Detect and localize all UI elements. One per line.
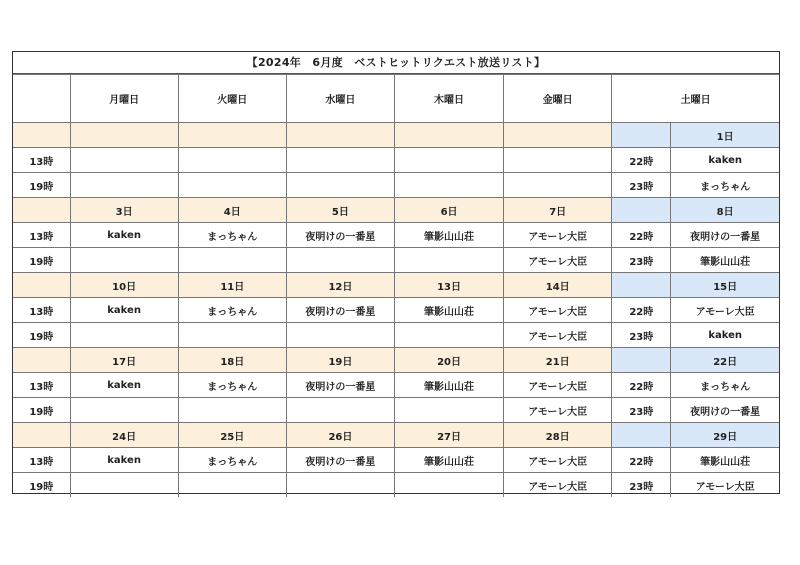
program-cell <box>394 323 503 348</box>
program-cell: アモーレ大臣 <box>504 373 612 398</box>
program-cell <box>394 473 503 498</box>
date-cell: 21日 <box>504 348 612 373</box>
time-label: 13時 <box>13 298 70 323</box>
saturday-time-label: 22時 <box>612 148 671 173</box>
date-cell <box>178 123 286 148</box>
slot-row-13 <box>13 448 779 473</box>
program-cell <box>178 473 286 498</box>
program-cell <box>70 473 178 498</box>
program-cell: まっちゃん <box>178 373 286 398</box>
program-cell <box>394 173 503 198</box>
date-row-label <box>13 273 70 298</box>
weekday-header-row <box>13 75 779 123</box>
date-cell: 10日 <box>70 273 178 298</box>
date-row <box>13 198 779 223</box>
schedule-sheet <box>12 51 780 494</box>
program-cell <box>286 248 394 273</box>
program-cell <box>178 323 286 348</box>
program-cell: kaken <box>70 298 178 323</box>
program-cell <box>178 148 286 173</box>
saturday-date-cell: 15日 <box>671 273 779 298</box>
program-cell: 夜明けの一番星 <box>671 223 779 248</box>
date-row-label <box>13 348 70 373</box>
program-cell: アモーレ大臣 <box>504 298 612 323</box>
slot-row-19 <box>13 398 779 423</box>
program-cell <box>286 323 394 348</box>
slot-row-13 <box>13 373 779 398</box>
date-row-label <box>13 423 70 448</box>
date-row <box>13 423 779 448</box>
header-monday: 月曜日 <box>70 75 178 123</box>
saturday-date-cell: 8日 <box>671 198 779 223</box>
date-cell: 28日 <box>504 423 612 448</box>
program-cell <box>70 173 178 198</box>
date-cell: 18日 <box>178 348 286 373</box>
program-cell: 筆影山山荘 <box>394 298 503 323</box>
time-label: 13時 <box>13 448 70 473</box>
time-label: 19時 <box>13 398 70 423</box>
saturday-time-label: 22時 <box>612 448 671 473</box>
program-cell <box>286 173 394 198</box>
time-label: 19時 <box>13 323 70 348</box>
program-cell <box>70 148 178 173</box>
date-cell: 14日 <box>504 273 612 298</box>
date-cell: 20日 <box>394 348 503 373</box>
date-cell: 25日 <box>178 423 286 448</box>
program-cell: 筆影山山荘 <box>394 223 503 248</box>
program-cell: まっちゃん <box>178 448 286 473</box>
program-cell: kaken <box>70 223 178 248</box>
program-cell: 夜明けの一番星 <box>286 223 394 248</box>
date-row-label <box>13 198 70 223</box>
program-cell: アモーレ大臣 <box>671 298 779 323</box>
program-cell: kaken <box>70 448 178 473</box>
program-cell <box>70 323 178 348</box>
date-cell: 19日 <box>286 348 394 373</box>
program-cell: まっちゃん <box>671 173 779 198</box>
saturday-time-blank <box>612 198 671 223</box>
date-cell: 5日 <box>286 198 394 223</box>
program-cell: 筆影山山荘 <box>671 448 779 473</box>
date-cell: 13日 <box>394 273 503 298</box>
slot-row-19 <box>13 323 779 348</box>
program-cell <box>286 473 394 498</box>
program-cell <box>504 148 612 173</box>
slot-row-13 <box>13 223 779 248</box>
program-cell: まっちゃん <box>671 373 779 398</box>
program-cell: kaken <box>671 148 779 173</box>
program-cell <box>286 398 394 423</box>
program-cell: まっちゃん <box>178 223 286 248</box>
date-row <box>13 348 779 373</box>
header-tuesday: 火曜日 <box>178 75 286 123</box>
slot-row-13 <box>13 148 779 173</box>
program-cell: 夜明けの一番星 <box>671 398 779 423</box>
date-row <box>13 273 779 298</box>
program-cell: アモーレ大臣 <box>504 398 612 423</box>
program-cell <box>178 173 286 198</box>
time-label: 19時 <box>13 248 70 273</box>
date-cell: 24日 <box>70 423 178 448</box>
header-friday: 金曜日 <box>504 75 612 123</box>
saturday-time-blank <box>612 348 671 373</box>
date-cell: 6日 <box>394 198 503 223</box>
program-cell: アモーレ大臣 <box>671 473 779 498</box>
program-cell: 夜明けの一番星 <box>286 448 394 473</box>
time-label: 19時 <box>13 473 70 498</box>
program-cell: kaken <box>70 373 178 398</box>
date-cell: 12日 <box>286 273 394 298</box>
saturday-date-cell: 29日 <box>671 423 779 448</box>
program-cell: 筆影山山荘 <box>671 248 779 273</box>
program-cell: アモーレ大臣 <box>504 248 612 273</box>
header-wednesday: 水曜日 <box>286 75 394 123</box>
date-cell <box>70 123 178 148</box>
date-cell: 4日 <box>178 198 286 223</box>
date-cell: 17日 <box>70 348 178 373</box>
slot-row-19 <box>13 173 779 198</box>
header-thursday: 木曜日 <box>394 75 503 123</box>
date-cell: 7日 <box>504 198 612 223</box>
time-label: 13時 <box>13 223 70 248</box>
program-cell: 筆影山山荘 <box>394 448 503 473</box>
program-cell <box>178 248 286 273</box>
saturday-date-cell: 22日 <box>671 348 779 373</box>
time-label: 19時 <box>13 173 70 198</box>
saturday-time-label: 23時 <box>612 398 671 423</box>
slot-row-19 <box>13 473 779 498</box>
date-cell: 11日 <box>178 273 286 298</box>
saturday-time-blank <box>612 423 671 448</box>
program-cell <box>178 398 286 423</box>
program-cell: 筆影山山荘 <box>394 373 503 398</box>
date-cell <box>286 123 394 148</box>
date-cell: 3日 <box>70 198 178 223</box>
saturday-time-label: 23時 <box>612 173 671 198</box>
program-cell: アモーレ大臣 <box>504 473 612 498</box>
date-row-label <box>13 123 70 148</box>
program-cell: アモーレ大臣 <box>504 323 612 348</box>
saturday-time-label: 22時 <box>612 223 671 248</box>
header-saturday: 土曜日 <box>612 75 779 123</box>
saturday-time-label: 23時 <box>612 323 671 348</box>
program-cell <box>394 248 503 273</box>
date-cell <box>394 123 503 148</box>
time-label: 13時 <box>13 373 70 398</box>
program-cell <box>394 398 503 423</box>
program-cell <box>70 398 178 423</box>
slot-row-19 <box>13 248 779 273</box>
date-cell: 26日 <box>286 423 394 448</box>
program-cell <box>394 148 503 173</box>
saturday-date-cell: 1日 <box>671 123 779 148</box>
saturday-time-label: 22時 <box>612 373 671 398</box>
time-label: 13時 <box>13 148 70 173</box>
saturday-time-label: 23時 <box>612 248 671 273</box>
date-cell: 27日 <box>394 423 503 448</box>
date-cell <box>504 123 612 148</box>
program-cell <box>504 173 612 198</box>
saturday-time-label: 23時 <box>612 473 671 498</box>
program-cell: まっちゃん <box>178 298 286 323</box>
program-cell: アモーレ大臣 <box>504 223 612 248</box>
program-cell: 夜明けの一番星 <box>286 298 394 323</box>
schedule-table <box>13 74 779 497</box>
program-cell: 夜明けの一番星 <box>286 373 394 398</box>
saturday-time-blank <box>612 123 671 148</box>
saturday-time-label: 22時 <box>612 298 671 323</box>
saturday-time-blank <box>612 273 671 298</box>
slot-row-13 <box>13 298 779 323</box>
date-row <box>13 123 779 148</box>
corner-cell <box>13 75 70 123</box>
program-cell <box>70 248 178 273</box>
program-cell: アモーレ大臣 <box>504 448 612 473</box>
program-cell <box>286 148 394 173</box>
program-cell: kaken <box>671 323 779 348</box>
page-title: 【2024年 6月度 ベストヒットリクエスト放送リスト】 <box>13 52 779 74</box>
